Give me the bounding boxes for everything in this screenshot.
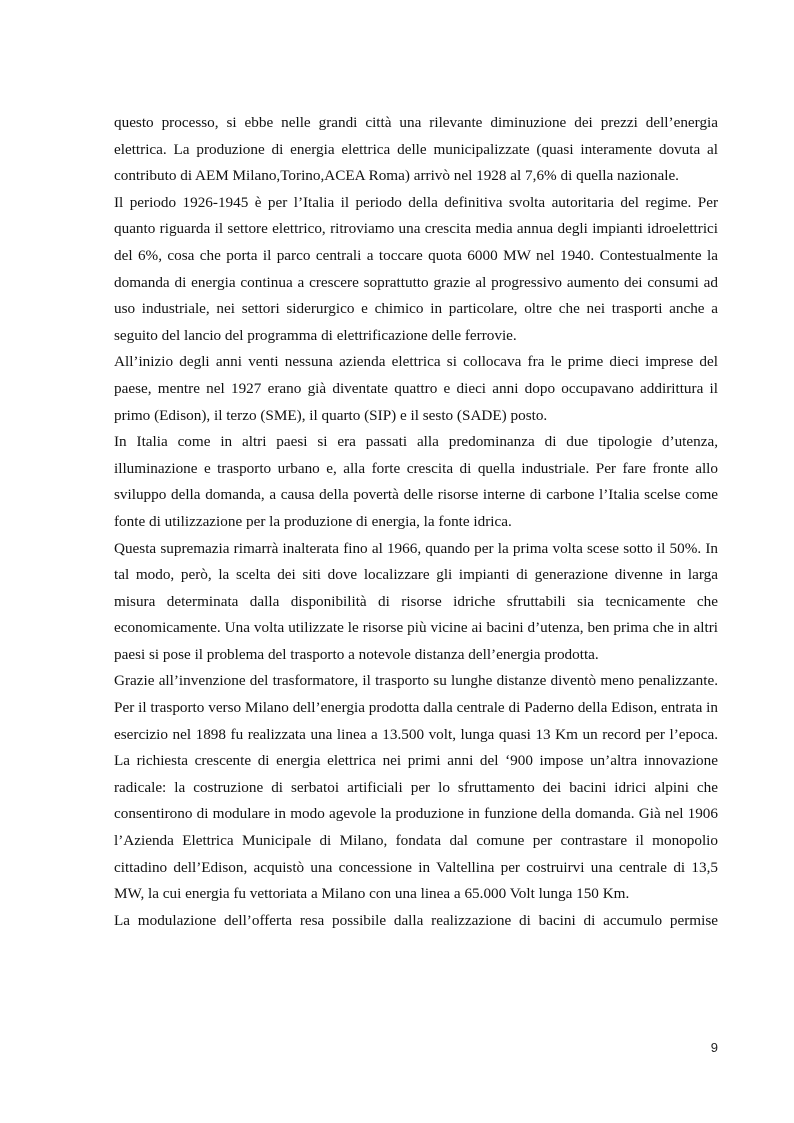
document-body xyxy=(114,110,718,934)
paragraph-1: questo processo, si ebbe nelle grandi città una rilevante diminuzione dei prezzi dell’energia elettrica. La produzione di energia elettrica delle municipalizzate (quasi interamente dovuta al contributo di AEM Milano,Torino,ACEA Roma) arrivò nel 1928 al 7,6% di quella nazionale. xyxy=(114,114,718,185)
paragraph-4: In Italia come in altri paesi si era passati alla predominanza di due tipologie d’utenza, illuminazione e trasporto urbano e, alla forte crescita di quella industriale. Per fare fronte allo sviluppo della domanda, a causa della povertà delle risorse interne di carbone l’Italia scelse come fonte di utilizzazione per la produzione di energia, la fonte idrica. xyxy=(114,433,718,530)
paragraph-2: Il periodo 1926-1945 è per l’Italia il periodo della definitiva svolta autoritaria del regime. Per quanto riguarda il settore elettrico, ritroviamo una crescita media annua degli impianti idroelettrici del 6%, cosa che porta il parco centrali a toccare quota 6000 MW nel 1940. Contestualmente la domanda di energia continua a crescere soprattutto grazie al progressivo aumento dei consumi ad uso industriale, nei settori siderurgico e chimico in particolare, oltre che nei trasporti anche a seguito del lancio del programma di elettrificazione delle ferrovie. xyxy=(114,193,718,344)
paragraph-6: Grazie all’invenzione del trasformatore, il trasporto su lunghe distanze diventò meno penalizzante. Per il trasporto verso Milano dell’energia prodotta dalla centrale di Paderno della Edison, entrata in esercizio nel 1898 fu realizzata una linea a 13.500 volt, lunga quasi 13 Km un record per l’epoca. La richiesta crescente di energia elettrica nei primi anni del ‘900 impose un’altra innovazione radicale: la costruzione di serbatoi artificiali per lo sfruttamento dei bacini idrici alpini che consentirono di modulare in modo agevole la produzione in funzione della domanda. Già nel 1906 l’Azienda Elettrica Municipale di Milano, fondata dal comune per contrastare il monopolio cittadino dell’Edison, acquistò una concessione in Valtellina per costruirvi una centrale di 13,5 MW, la cui energia fu vettoriata a Milano con una linea a 65.000 Volt lunga 150 Km. xyxy=(114,672,718,903)
paragraph-5: Questa supremazia rimarrà inalterata fino al 1966, quando per la prima volta scese sotto il 50%. In tal modo, però, la scelta dei siti dove localizzare gli impianti di generazione divenne in larga misura determinata dalla disponibilità di risorse idriche sfruttabili sia tecnicamente che economicamente. Una volta utilizzate le risorse più vicine ai bacini d’utenza, ben prima che in altri paesi si pose il problema del trasporto a notevole distanza dell’energia prodotta. xyxy=(114,539,718,663)
paragraph-7: La modulazione dell’offerta resa possibile dalla realizzazione di bacini di accumulo permise xyxy=(114,911,718,929)
page-number: 9 xyxy=(710,1040,718,1055)
paragraph-3: All’inizio degli anni venti nessuna azienda elettrica si collocava fra le prime dieci imprese del paese, mentre nel 1927 erano già diventate quattro e dieci anni dopo occupavano addirittura il primo (Edison), il terzo (SME), il quarto (SIP) e il sesto (SADE) posto. xyxy=(114,353,718,424)
